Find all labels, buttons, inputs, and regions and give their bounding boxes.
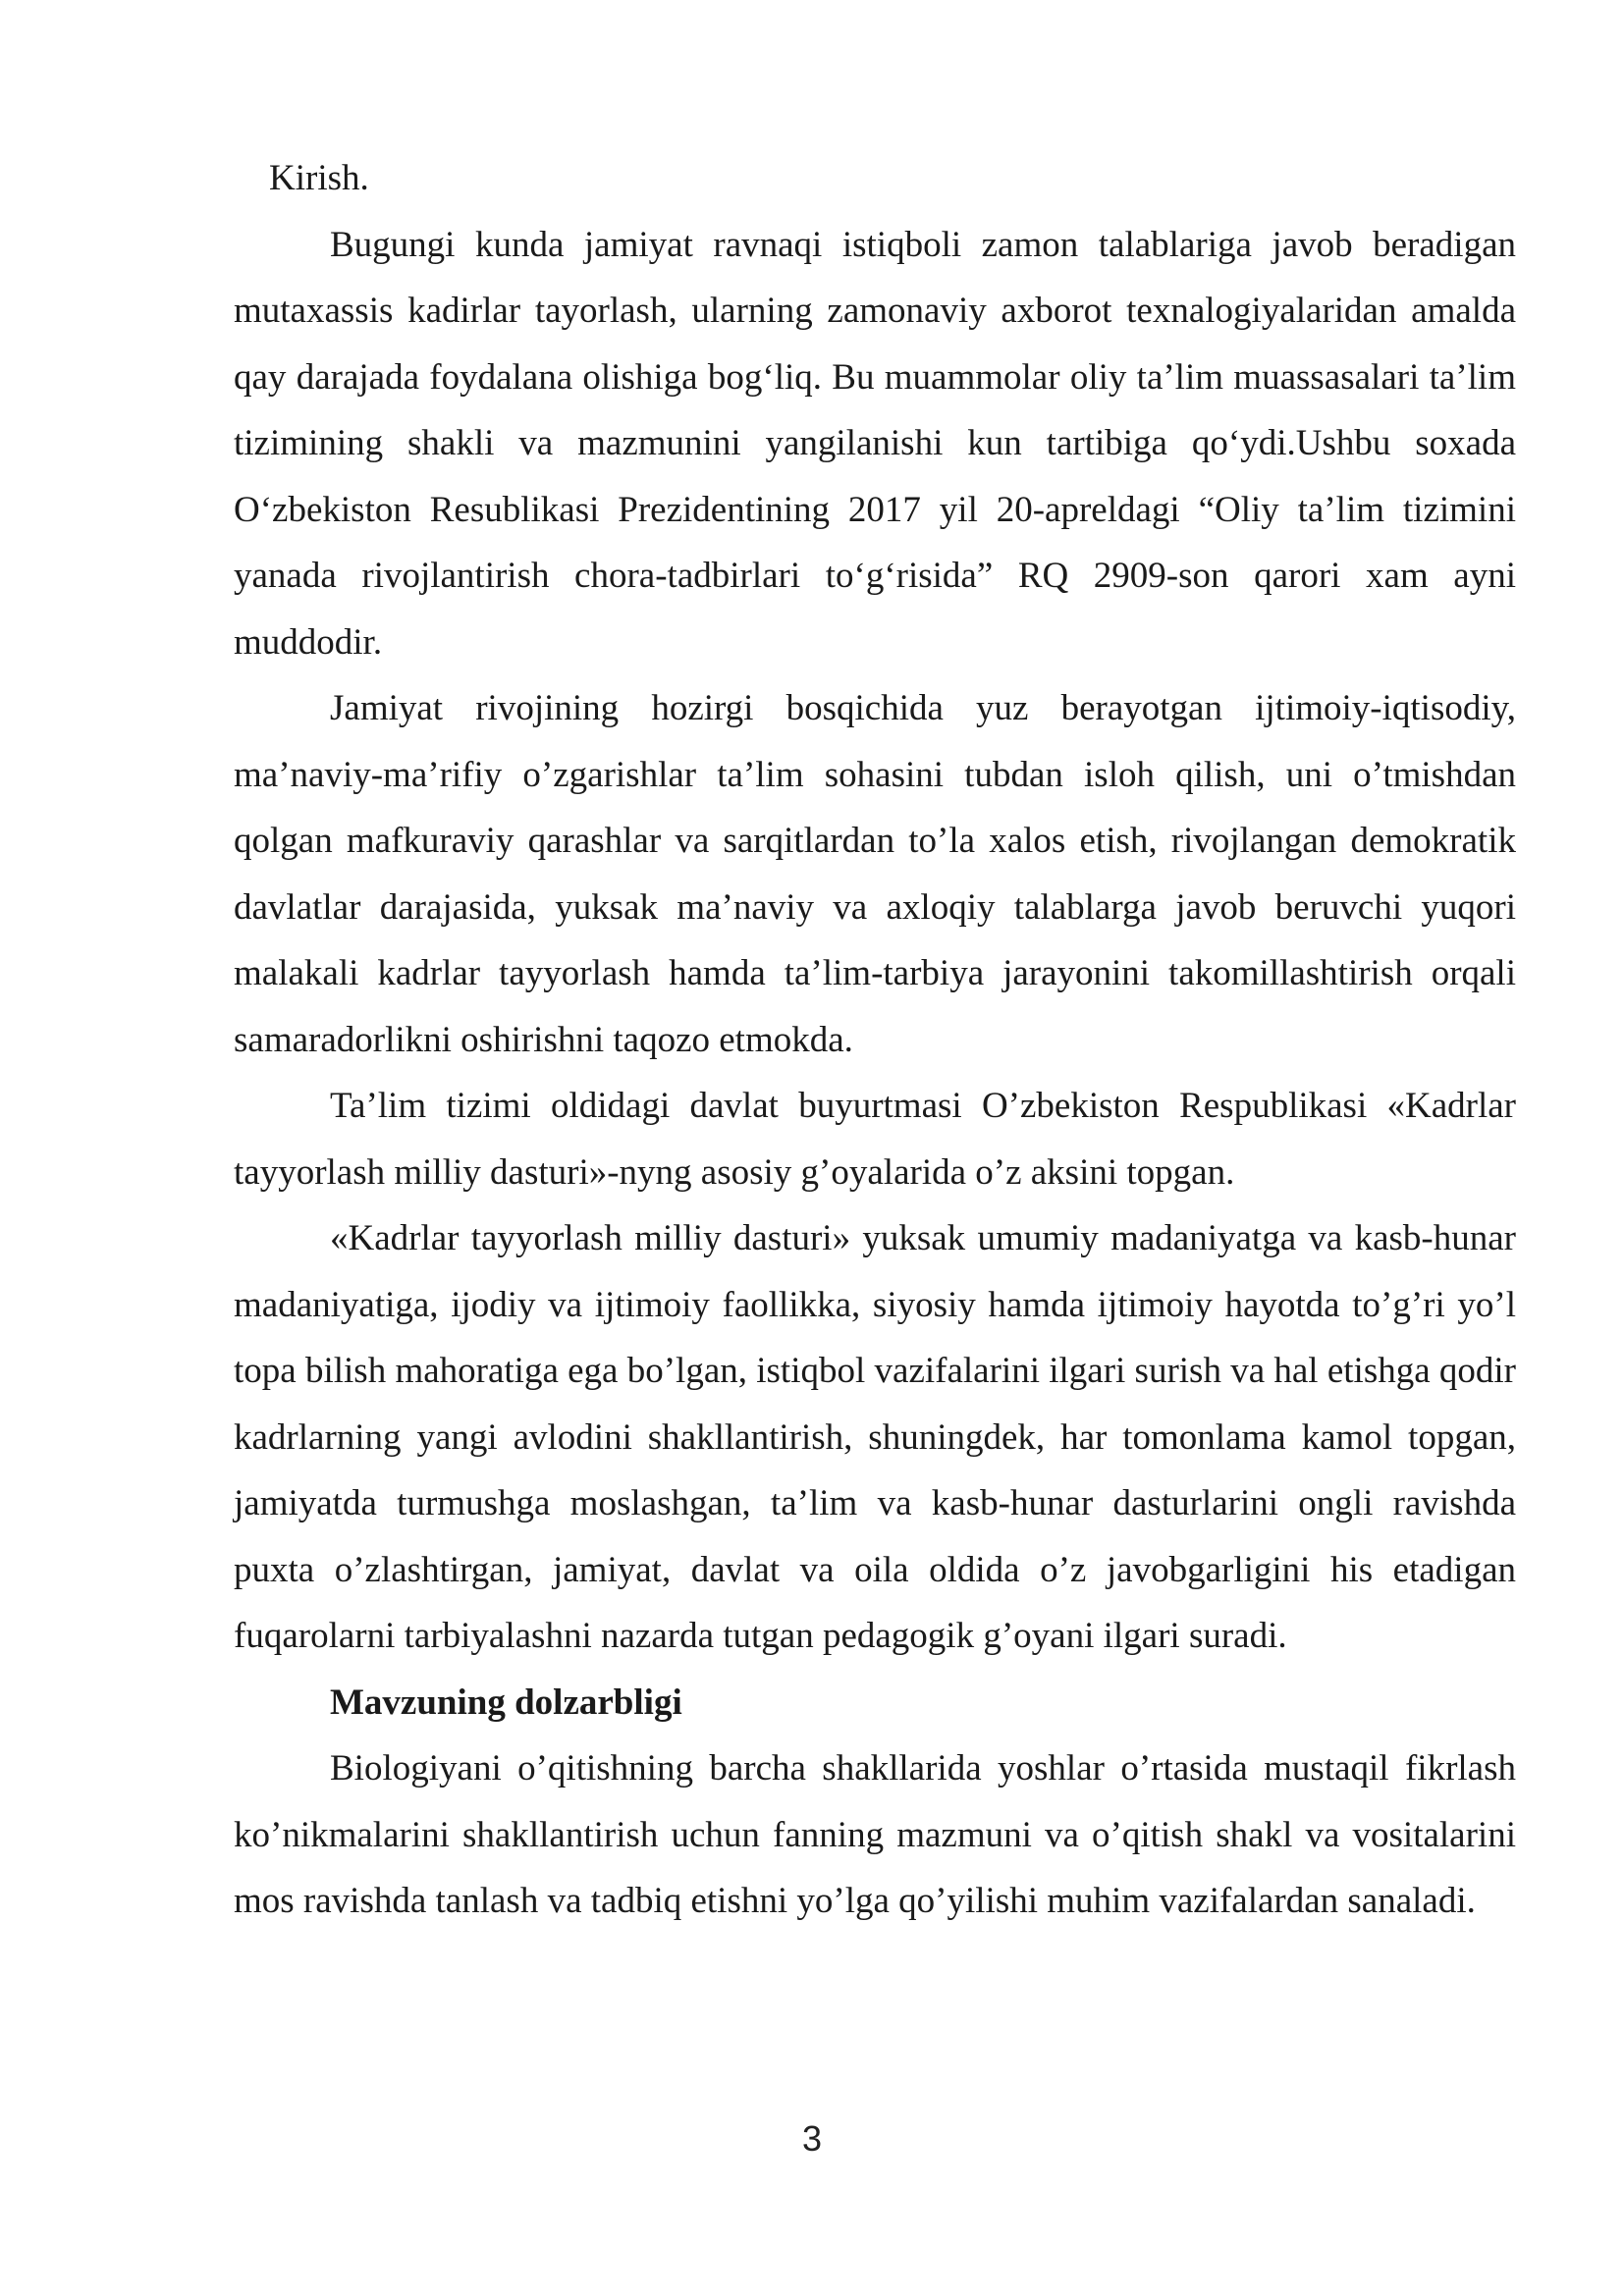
- paragraph: «Kadrlar tayyorlash milliy dasturi» yuksak umumiy madaniyatga va kasb-hunar madaniyatiga, ijodiy va ijtimoiy faollikka, siyosiy hamda ijtimoiy hayotda to’g’ri yo’l topa bilish mahoratiga ega bo’lgan, istiqbol vazifalarini ilgari surish va hal etishga qodir kadrlarning yangi avlodini shakllantirish, shuningdek, har tomonlama kamol topgan, jamiyatda turmushga moslashgan, ta’lim va kasb-hunar dasturlarini ongli ravishda puxta o’zlashtirgan, jamiyat, davlat va oila oldida o’z javobgarligini his etadigan fuqarolarni tarbiyalashni nazarda tutgan pedagogik g’oyani ilgari suradi.: [234, 1218, 1516, 1656]
- section-heading: Mavzuning dolzarbligi: [330, 1682, 682, 1723]
- document-body: [234, 145, 1516, 1935]
- paragraph: Bugungi kunda jamiyat ravnaqi istiqboli zamon talablariga javob beradigan mutaxassis kadirlar tayorlash, ularning zamonaviy axborot texnalogiyalaridan amalda qay darajada foydalana olishiga bog‘liq. Bu muammolar oliy ta’lim muassasalari ta’lim tizimining shakli va mazmunini yangilanishi kun tartibiga qo‘ydi.Ushbu soxada O‘zbekiston Resublikasi Prezidentining 2017 yil 20-apreldagi “Oliy ta’lim tizimini yanada rivojlantirish chora-tadbirlari to‘g‘risida” RQ 2909-son qarori xam ayni muddodir.: [234, 224, 1516, 663]
- page-number: 3: [801, 2118, 823, 2159]
- paragraph: Jamiyat rivojining hozirgi bosqichida yuz berayotgan ijtimoiy-iqtisodiy, ma’naviy-ma’rifiy o’zgarishlar ta’lim sohasini tubdan isloh qilish, uni o’tmishdan qolgan mafkuraviy qarashlar va sarqitlardan to’la xalos etish, rivojlangan demokratik davlatlar darajasida, yuksak ma’naviy va axloqiy talablarga javob beruvchi yuqori malakali kadrlar tayyorlash hamda ta’lim-tarbiya jarayonini takomillashtirish orqali samaradorlikni oshirishni taqozo etmokda.: [234, 688, 1516, 1060]
- paragraph: Ta’lim tizimi oldidagi davlat buyurtmasi O’zbekiston Respublikasi «Kadrlar tayyorlash milliy dasturi»-nyng asosiy g’oyalarida o’z aksini topgan.: [234, 1086, 1516, 1193]
- intro-label: Kirish.: [269, 158, 369, 198]
- paragraph: Biologiyani o’qitishning barcha shakllarida yoshlar o’rtasida mustaqil fikrlash ko’nikmalarini shakllantirish uchun fanning mazmuni va o’qitish shakl va vositalarini mos ravishda tanlash va tadbiq etishni yo’lga qo’yilishi muhim vazifalardan sanaladi.: [234, 1748, 1516, 1921]
